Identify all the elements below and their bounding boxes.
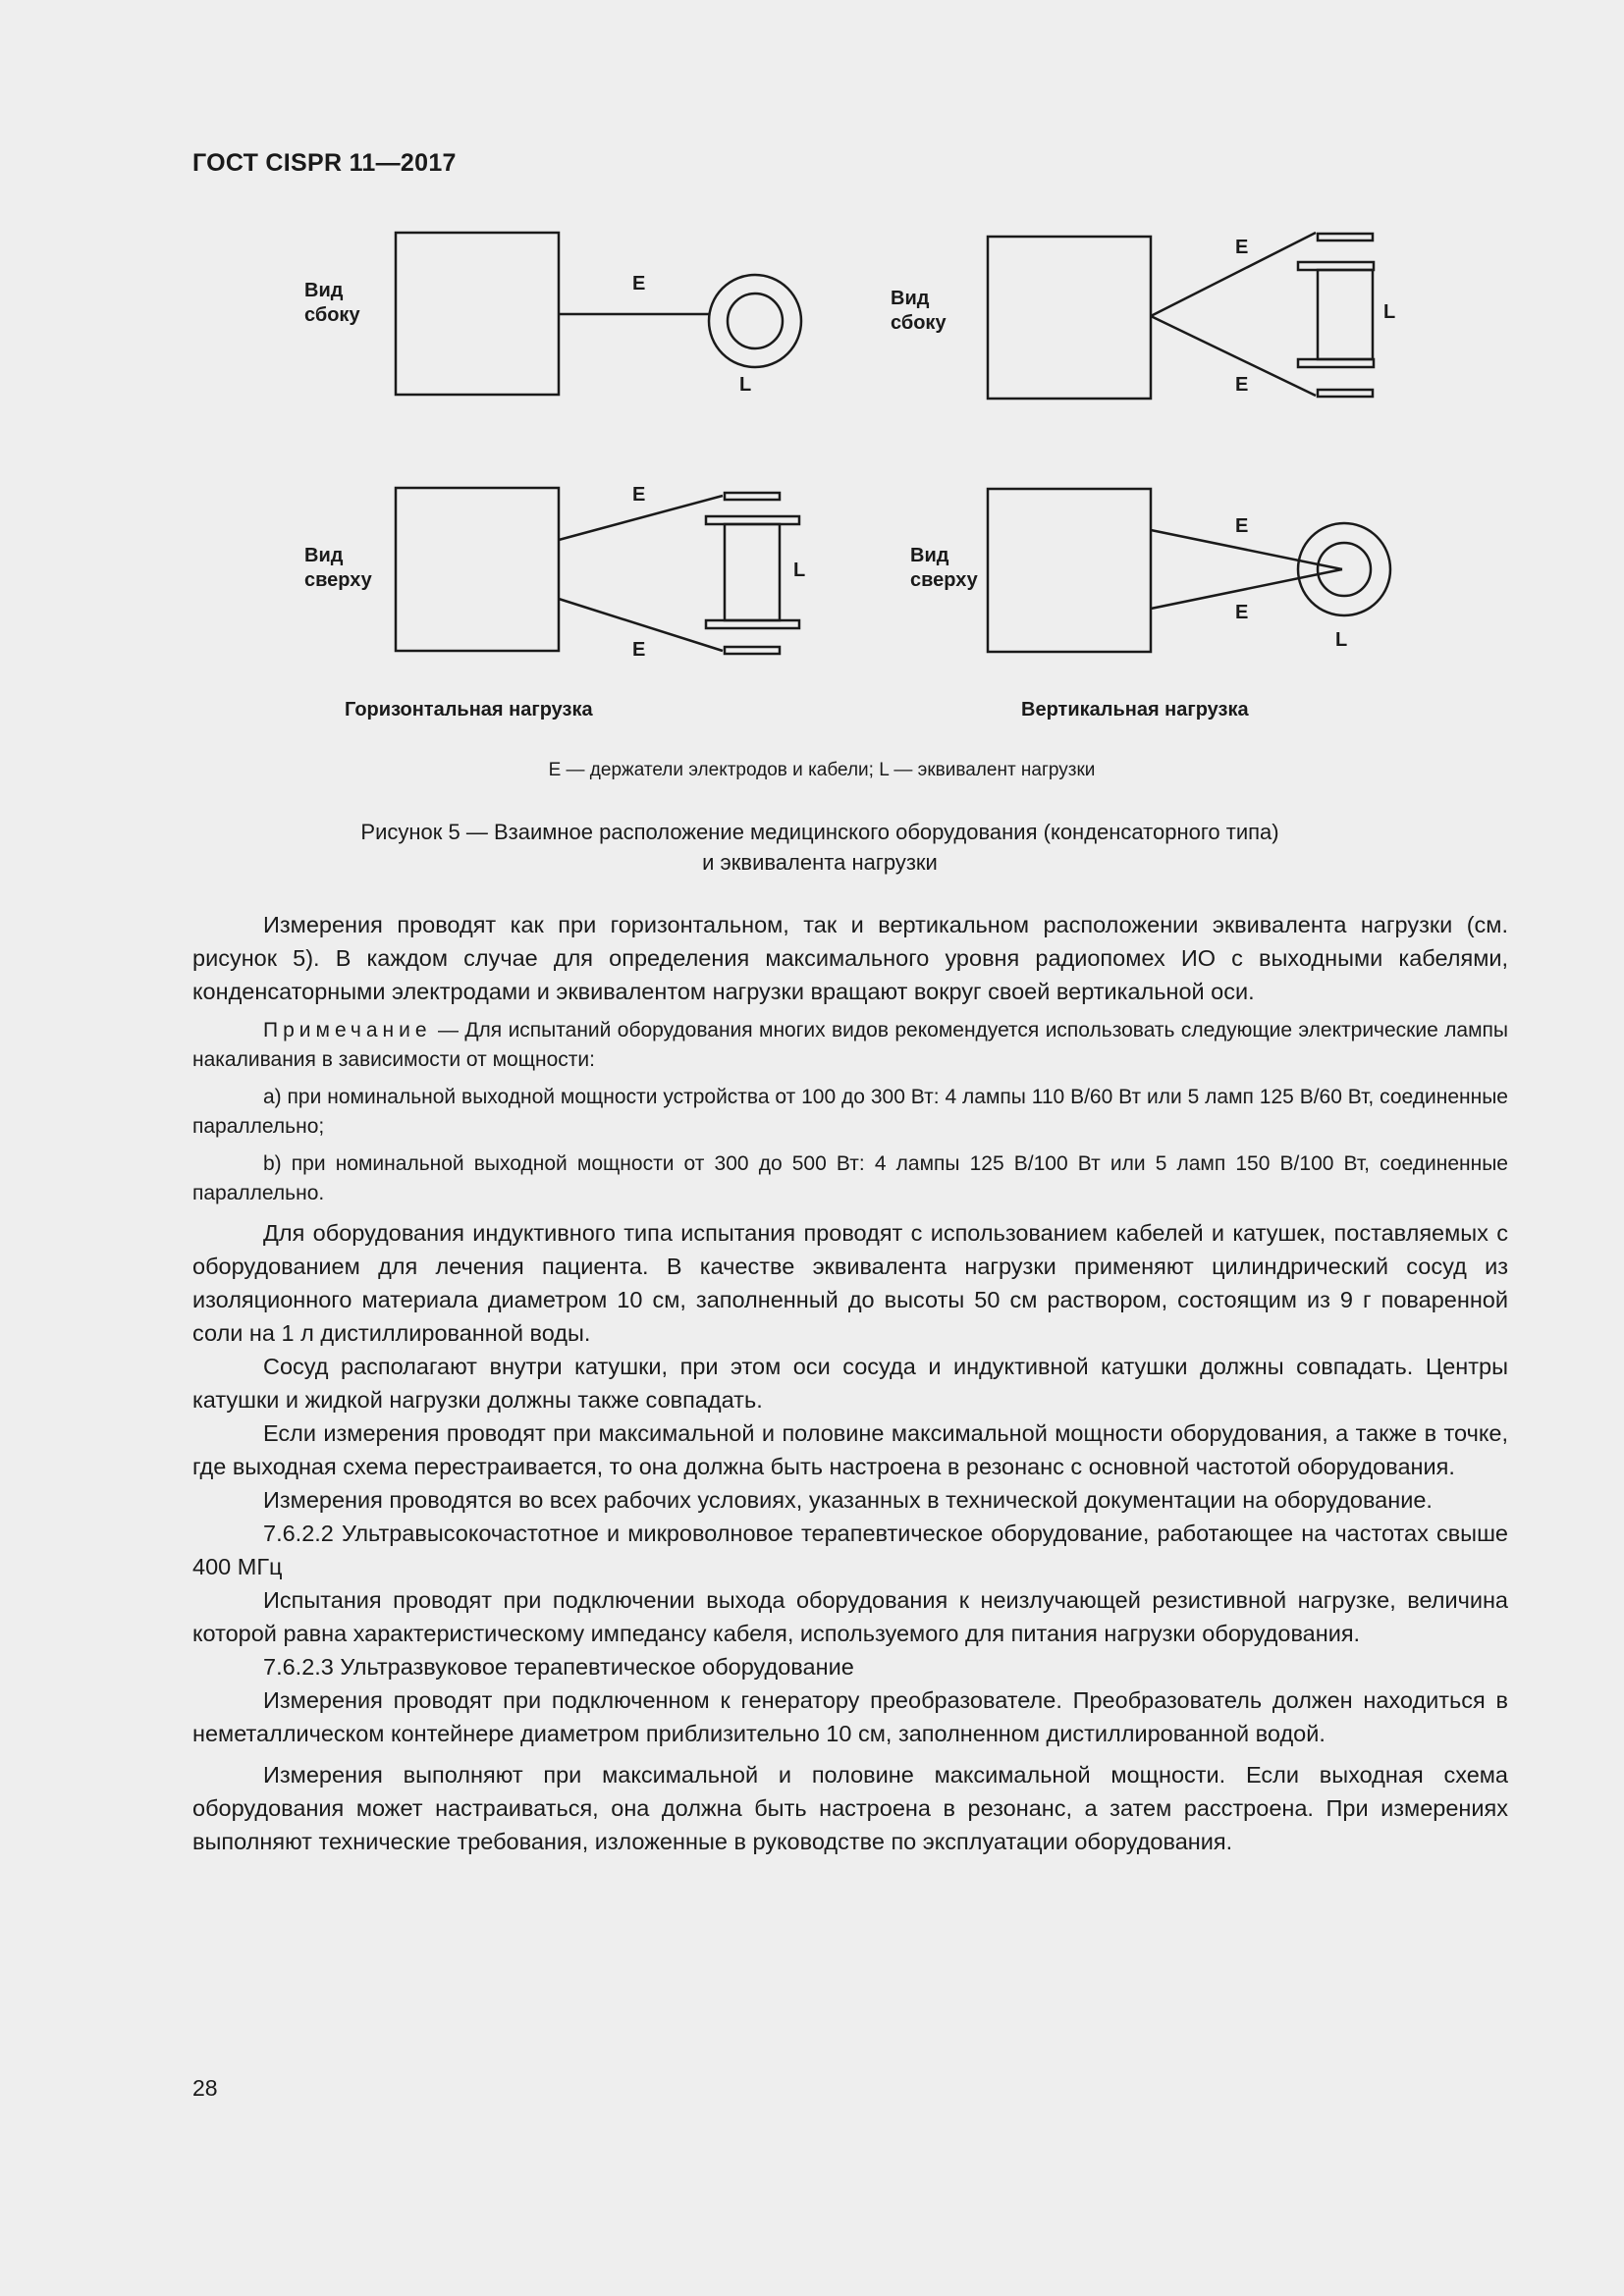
paragraph: Измерения проводят как при горизонтальном, так и вертикальном расположении эквивалента нагрузки (см. рисунок 5). В каждом случае для определения максимального уровня радиопомех ИО с выходными кабелями, конденсаторными электродами и эквивалентом нагрузки вращают вокруг своей вертикальной оси. <box>192 912 1508 1004</box>
electrode-cable <box>1151 233 1316 316</box>
electrode-cable <box>1151 316 1316 396</box>
section-heading: 7.6.2.2 Ультравысокочастотное и микроволновое терапевтическое оборудование, работающее на частотах свыше 400 МГц <box>192 1521 1508 1579</box>
label-l: L <box>1383 301 1396 323</box>
label-e: E <box>1235 237 1249 258</box>
label-l: L <box>739 374 752 396</box>
load-coil-outer <box>1298 523 1390 615</box>
figure-drawing <box>0 0 1624 883</box>
load-coil-inner <box>1318 543 1371 596</box>
note-label: Примечание <box>263 1019 432 1041</box>
load-cylinder <box>1318 270 1373 359</box>
load-cylinder <box>725 524 780 620</box>
figure-title-line: Рисунок 5 — Взаимное расположение медицинского оборудования (конденсаторного типа) <box>360 820 1279 844</box>
label-e: E <box>1235 515 1249 537</box>
paragraph: Измерения проводят при подключенном к генератору преобразователе. Преобразователь должен находиться в неметаллическом контейнере диаметром приблизительно 10 см, заполненном дистиллированной водой. <box>192 1687 1508 1746</box>
electrode-plate <box>725 647 780 654</box>
figure-title <box>0 817 1624 878</box>
paragraph: Если измерения проводят при максимальной и половине максимальной мощности оборудования, а также в точке, где выходная схема перестраивается, то она должна быть настроена в резонанс с основной частотой оборудования. <box>192 1420 1508 1479</box>
note <box>192 1016 1508 1075</box>
figure-legend: E — держатели электродов и кабели; L — эквивалент нагрузки <box>548 760 1096 780</box>
note-item: a) при номинальной выходной мощности устройства от 100 до 300 Вт: 4 лампы 110 В/60 Вт или 5 ламп 125 В/60 Вт, соединенные параллельно; <box>192 1086 1508 1138</box>
equipment-box <box>988 237 1151 399</box>
load-coil-outer <box>709 275 801 367</box>
label-e: E <box>632 273 646 294</box>
section-heading: 7.6.2.3 Ультразвуковое терапевтическое оборудование <box>263 1654 854 1680</box>
electrode-plate <box>725 493 780 500</box>
label-e: E <box>632 639 646 661</box>
caption-vertical-load: Вертикальная нагрузка <box>1021 699 1249 721</box>
document-header: ГОСТ CISPR 11—2017 <box>192 149 457 177</box>
view-label-top: Вид сверху <box>304 545 372 591</box>
load-coil-inner <box>728 294 783 348</box>
note-item: b) при номинальной выходной мощности от 300 до 500 Вт: 4 лампы 125 В/100 Вт или 5 ламп 150 В/100 Вт, соединенные параллельно. <box>192 1152 1508 1204</box>
body-text <box>192 908 1508 1858</box>
paragraph: Измерения выполняют при максимальной и половине максимальной мощности. Если выходная схема оборудования может настраиваться, она должна быть настроена в резонанс, а затем расстроена. При измерениях выполняют технические требования, изложенные в руководстве по эксплуатации оборудования. <box>192 1762 1508 1854</box>
electrode-plate <box>1318 234 1373 240</box>
paragraph: Измерения проводятся во всех рабочих условиях, указанных в технической документации на оборудование. <box>263 1487 1433 1513</box>
label-e: E <box>1235 374 1249 396</box>
paragraph: Испытания проводят при подключении выхода оборудования к неизлучающей резистивной нагрузке, величина которой равна характеристическому импедансу кабеля, используемого для питания нагрузки оборудования. <box>192 1587 1508 1646</box>
paragraph: Сосуд располагают внутри катушки, при этом оси сосуда и индуктивной катушки должны совпадать. Центры катушки и жидкой нагрузки должны также совпадать. <box>192 1354 1508 1413</box>
figure-title-line: и эквивалента нагрузки <box>702 850 938 875</box>
paragraph: Для оборудования индуктивного типа испытания проводят с использованием кабелей и катушек, поставляемых с оборудованием для лечения пациента. В качестве эквивалента нагрузки применяют цилиндрический сосуд из изоляционного материала диаметром 10 см, заполненный до высоты 50 см раствором, состоящим из 9 г поваренной соли на 1 л дистиллированной воды. <box>192 1220 1508 1346</box>
electrode-plate <box>1318 390 1373 397</box>
label-e: E <box>1235 602 1249 623</box>
caption-horizontal-load: Горизонтальная нагрузка <box>345 699 593 721</box>
figure-5 <box>0 0 1624 883</box>
note-text: — Для испытаний оборудования многих видов рекомендуется использовать следующие электрические лампы накаливания в зависимости от мощности: <box>192 1019 1508 1071</box>
equipment-box <box>988 489 1151 652</box>
view-label-side: Вид сбоку <box>304 280 360 326</box>
equipment-box <box>396 488 559 651</box>
label-l: L <box>1335 629 1348 651</box>
view-label-top: Вид сверху <box>910 545 978 591</box>
view-label-side: Вид сбоку <box>891 288 947 334</box>
equipment-box <box>396 233 559 395</box>
label-e: E <box>632 484 646 506</box>
page-number: 28 <box>192 2075 218 2101</box>
label-l: L <box>793 560 806 581</box>
